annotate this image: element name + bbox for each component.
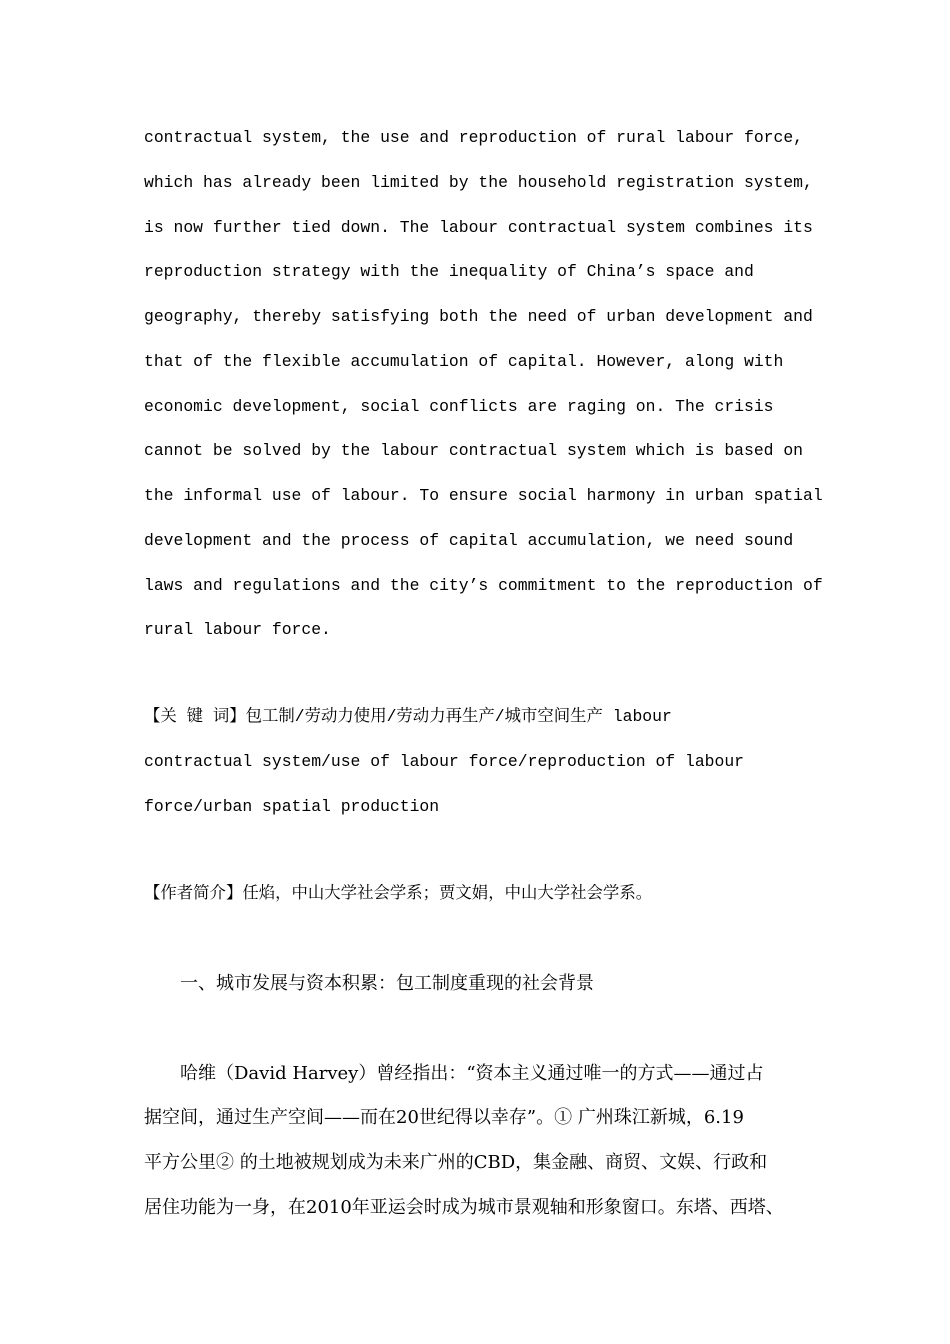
keywords-line: contractual system/use of labour force/reproduction of labour — [144, 752, 744, 771]
abstract-line: rural labour force. — [144, 620, 331, 639]
section-heading: 一、城市发展与资本积累：包工制度重现的社会背景 — [180, 973, 594, 994]
keywords-line: 【关 键 词】包工制/劳动力使用/劳动力再生产/城市空间生产 labour — [144, 707, 672, 726]
abstract-line: the informal use of labour. To ensure social harmony in urban spatial — [144, 486, 823, 505]
abstract-line: is now further tied down. The labour contractual system combines its — [144, 218, 813, 237]
keywords-line: force/urban spatial production — [144, 797, 440, 816]
author-info: 【作者简介】任焰，中山大学社会学系；贾文娟，中山大学社会学系。 — [144, 884, 653, 903]
body-line: 据空间，通过生产空间——而在20世纪得以幸存”。① 广州珠江新城，6.19 — [144, 1107, 744, 1128]
abstract-line: contractual system, the use and reproduction of rural labour force, — [144, 128, 804, 147]
abstract-line: development and the process of capital accumulation, we need sound — [144, 531, 794, 550]
abstract-line: laws and regulations and the city’s commitment to the reproduction of — [144, 576, 823, 595]
abstract-line: geography, thereby satisfying both the need of urban development and — [144, 307, 813, 326]
body-line: 哈维（David Harvey）曾经指出：“资本主义通过唯一的方式——通过占 — [180, 1063, 764, 1084]
abstract-line: which has already been limited by the household registration system, — [144, 173, 813, 192]
abstract-line: cannot be solved by the labour contractual system which is based on — [144, 441, 804, 460]
body-line: 居住功能为一身，在2010年亚运会时成为城市景观轴和形象窗口。东塔、西塔、 — [144, 1197, 784, 1218]
abstract-line: economic development, social conflicts are raging on. The crisis — [144, 397, 774, 416]
abstract-line: reproduction strategy with the inequality of China’s space and — [144, 262, 754, 281]
abstract-line: that of the flexible accumulation of capital. However, along with — [144, 352, 784, 371]
body-line: 平方公里② 的土地被规划成为未来广州的CBD，集金融、商贸、文娱、行政和 — [144, 1152, 768, 1173]
